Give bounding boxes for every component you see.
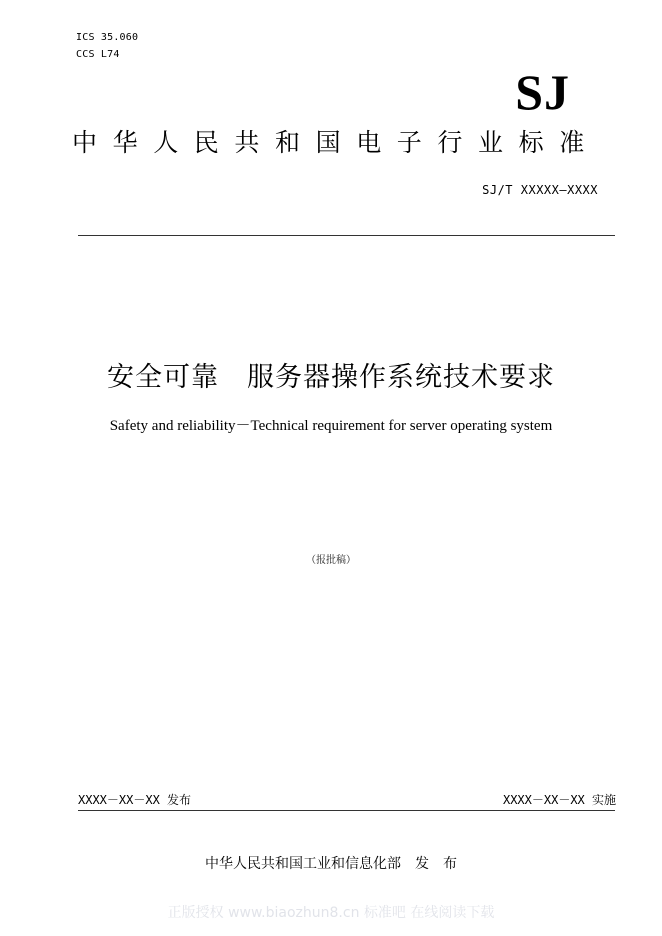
top-divider <box>78 235 615 236</box>
sj-logo: SJ <box>515 64 570 120</box>
implementation-date: XXXX－XX－XX 实施 <box>502 793 616 807</box>
standard-organization-title: 中华人民共和国电子行业标准 <box>72 128 600 157</box>
ccs-code: CCS L74 <box>76 49 120 60</box>
standard-number: SJ/T XXXXX—XXXX <box>482 183 598 197</box>
draft-stage-label: （报批稿） <box>306 555 356 566</box>
issue-date: XXXX－XX－XX 发布 <box>78 793 192 807</box>
document-title-english: Safety and reliability－Technical requirement for server operating system <box>109 418 553 434</box>
ics-code: ICS 35.060 <box>76 32 139 43</box>
bottom-divider <box>78 810 615 811</box>
publisher-line: 中华人民共和国工业和信息化部 发 布 <box>205 856 457 872</box>
document-title-chinese: 安全可靠 服务器操作系统技术要求 <box>107 362 555 393</box>
watermark-text: 正版授权 www.biaozhun8.cn 标准吧 在线阅读下载 <box>167 905 495 921</box>
